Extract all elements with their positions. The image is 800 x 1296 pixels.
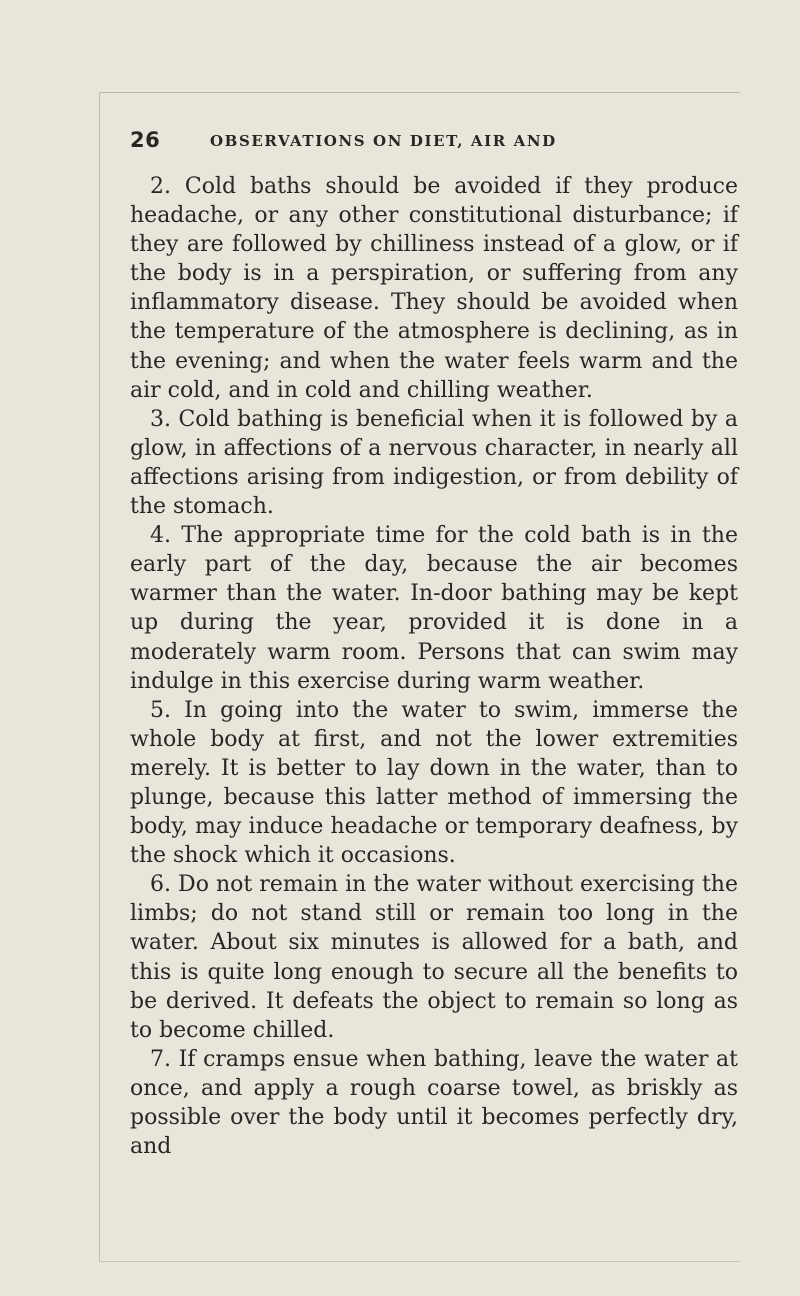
scan-edge-top — [100, 92, 740, 93]
body-text — [130, 172, 738, 1161]
paragraph-6: 6. Do not remain in the water without exercising the limbs; do not stand still or remain too long in the water. About six minutes is allowed for a bath, and this is quite long enough to secure all the benefits to be derived. It defeats the object to remain so long as to become chilled. — [130, 872, 738, 1043]
page-number: 26 — [130, 128, 161, 152]
paragraph-7: 7. If cramps ensue when bathing, leave the water at once, and apply a rough coarse towel, as briskly as possible over the body until it becomes perfectly dry, and — [130, 1046, 738, 1160]
paragraph-4: 4. The appropriate time for the cold bath is in the early part of the day, because the air becomes warmer than the water. In-door bathing may be kept up during the year, provided it is done in a moderately warm room. Persons that can swim may indulge in this exercise during warm weather. — [130, 523, 738, 694]
paragraph-3: 3. Cold bathing is beneficial when it is followed by a glow, in affections of a nervous character, in nearly all affections arising from indigestion, or from debility of the stomach. — [130, 406, 738, 520]
paragraph-5: 5. In going into the water to swim, immerse the whole body at first, and not the lower extremities merely. It is better to lay down in the water, than to plunge, because this latter method of immersing the body, may induce headache or temporary deafness, by the shock which it occasions. — [130, 697, 738, 869]
scan-edge-left — [99, 92, 100, 1262]
page-header — [130, 128, 738, 168]
paragraph-2: 2. Cold baths should be avoided if they produce headache, or any other constitutional disturbance; if they are followed by chilliness instead of a glow, or if the body is in a perspiration, or suffering from any inflammatory disease. They should be avoided when the temperature of the atmosphere is declining, as in the evening; and when the water feels warm and the air cold, and in cold and chilling weather. — [130, 174, 738, 403]
running-head: OBSERVATIONS ON DIET, AIR AND — [210, 132, 557, 150]
book-page — [130, 128, 738, 1161]
scan-edge-bottom — [100, 1261, 740, 1262]
